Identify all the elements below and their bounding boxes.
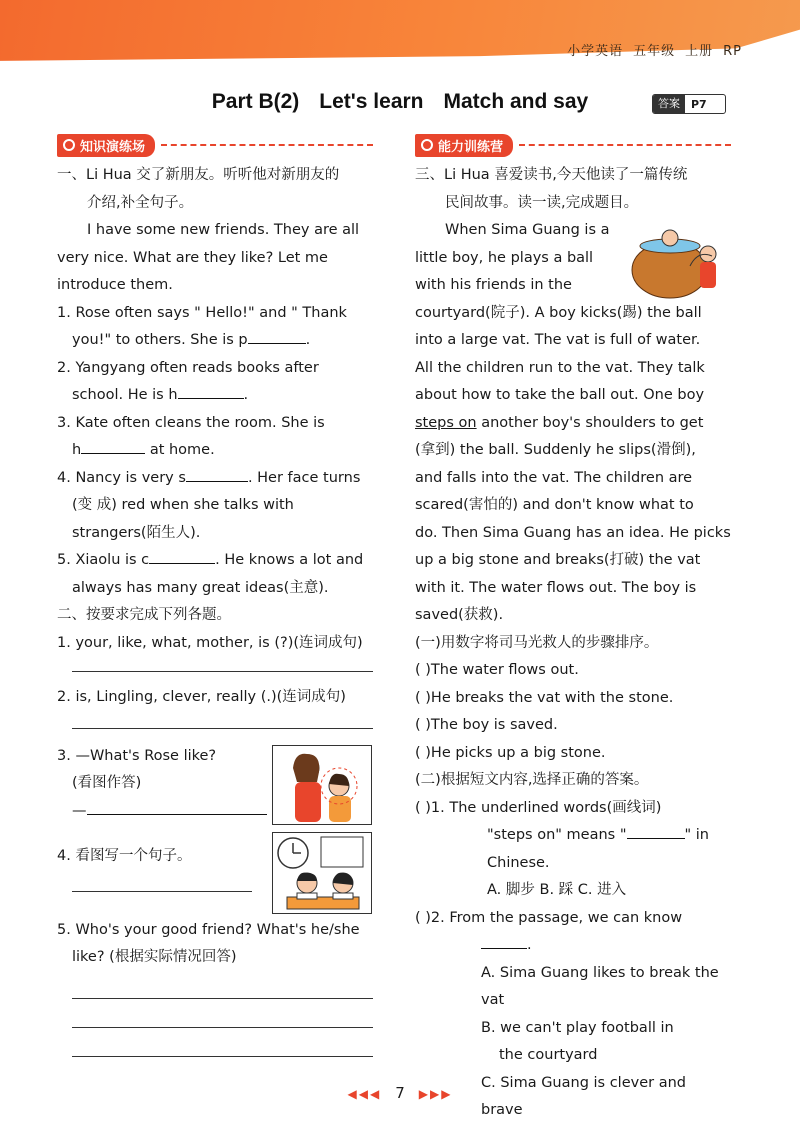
choice-option[interactable]: C. Sima Guang is clever and brave (481, 1074, 686, 1118)
title-part: Let's learn (319, 90, 424, 113)
answer-line[interactable] (72, 728, 373, 729)
passage-line: saved(获救). (415, 607, 504, 623)
answer-line[interactable] (72, 671, 373, 672)
divider (519, 144, 731, 146)
underlined-words: steps on (415, 414, 477, 431)
question-item: you!" to others. She is p . (57, 327, 373, 355)
section-ribbon (415, 134, 513, 157)
passage-line: (拿到) the ball. Suddenly he slips(滑倒), (415, 442, 696, 458)
section-ribbon (57, 134, 155, 157)
title-part: Match and say (443, 90, 589, 113)
header-band (0, 0, 800, 78)
question-heading: 民间故事。读一读,完成题目。 (445, 194, 639, 211)
choice-option[interactable]: the courtyard (499, 1047, 598, 1063)
passage-line: with his friends in the (415, 277, 572, 293)
edition-label: RP (723, 44, 742, 59)
question-item: like? (根据实际情况回答) (72, 949, 237, 965)
choice-question[interactable]: ( )2. From the passage, we can know (415, 909, 683, 926)
answer-label: 答案 (653, 95, 685, 113)
header-tag (557, 40, 742, 59)
choice-question: Chinese. (487, 854, 550, 871)
question-item: 2. Yangyang often reads books after (57, 359, 319, 376)
question-item: strangers(陌生人). (72, 524, 201, 541)
passage-line: up a big stone and breaks(打破) the vat (415, 552, 701, 568)
choice-question[interactable]: ( )1. The underlined words(画线词) (415, 799, 662, 816)
right-column (415, 162, 731, 1125)
page-footer (0, 1084, 800, 1102)
star-icon (421, 139, 433, 151)
title-part: Part B(2) (211, 90, 300, 113)
question-item: 5. Xiaolu is c . He knows a lot and (57, 547, 373, 575)
illustration-sima-guang (628, 220, 730, 300)
answer-badge (652, 94, 726, 114)
intro-text: very nice. What are they like? Let me (57, 249, 328, 266)
passage-line: do. Then Sima Guang has an idea. He picks (415, 524, 731, 541)
page-number: 7 (395, 1084, 405, 1102)
passage-line: and falls into the vat. The children are (415, 469, 693, 486)
left-column (57, 162, 373, 1060)
question-item: 1. Rose often says " Hello!" and " Thank (57, 304, 347, 321)
ordering-item[interactable]: ( )He breaks the vat with the stone. (415, 689, 674, 706)
question-item: (变 成) red when she talks with (72, 497, 294, 513)
volume-label: 上册 (685, 44, 714, 59)
question-heading: 三、Li Hua 喜爱读书,今天他读了一篇传统 (415, 167, 688, 183)
choice-option[interactable]: A. Sima Guang likes to break the vat (481, 964, 719, 1008)
question-heading: 一、Li Hua 交了新朋友。听听他对新朋友的 (57, 167, 340, 183)
choice-question: . (415, 932, 731, 960)
question-item: 3. Kate often cleans the room. She is (57, 414, 325, 431)
answer-blank[interactable] (87, 799, 267, 815)
answer-page: P7 (691, 97, 707, 111)
question-item: 1. your, like, what, mother, is (?)(连词成句) (57, 634, 363, 651)
divider (161, 144, 373, 146)
passage-line: steps on another boy's shoulders to get (415, 414, 704, 431)
answer-lines (57, 972, 373, 1060)
passage-line: scared(害怕的) and don't know what to (415, 497, 694, 513)
question-item: 4. Nancy is very s . Her face turns (57, 465, 373, 493)
subsection-heading: (二)根据短文内容,选择正确的答案。 (415, 772, 649, 788)
section-title: 能力训练营 (438, 139, 504, 155)
passage-line: All the children run to the vat. They talk (415, 359, 705, 376)
passage-line: about how to take the ball out. One boy (415, 387, 705, 403)
answer-line[interactable] (72, 1027, 373, 1028)
right-arrows-icon: ▶▶▶ (418, 1087, 453, 1101)
answer-blank[interactable] (149, 548, 215, 564)
answer-blank[interactable] (481, 933, 527, 949)
illustration-teacher (272, 745, 372, 825)
grade-label: 五年级 (633, 44, 676, 59)
answer-blank[interactable] (248, 328, 306, 344)
intro-text: I have some new friends. They are all (87, 222, 360, 238)
illustration-reading (272, 832, 372, 914)
answer-line-wrap (57, 657, 373, 684)
question-item: 3. —What's Rose like? (57, 747, 217, 764)
question-item: 4. 看图写一个句子。 (57, 848, 192, 864)
answer-blank[interactable] (178, 383, 244, 399)
answer-line[interactable] (72, 1056, 373, 1057)
answer-line-wrap (57, 712, 373, 743)
subsection-heading: (一)用数字将司马光救人的步骤排序。 (415, 634, 659, 651)
question-item: 2. is, Lingling, clever, really (.)(连词成句) (57, 689, 346, 705)
ordering-item[interactable]: ( )He picks up a big stone. (415, 744, 606, 761)
question-item: always has many great ideas(主意). (72, 579, 329, 596)
section-head-left (57, 134, 373, 156)
question-item: — (57, 798, 373, 826)
question-item: h at home. (57, 437, 373, 465)
ordering-item[interactable]: ( )The water flows out. (415, 662, 579, 678)
question-item: 5. Who's your good friend? What's he/she (57, 921, 360, 938)
ordering-item[interactable]: ( )The boy is saved. (415, 717, 558, 733)
choice-question: "steps on" means " " in (415, 822, 731, 850)
section-head-right (415, 134, 731, 156)
passage-line: with it. The water flows out. The boy is (415, 579, 697, 596)
star-icon (63, 139, 75, 151)
intro-text: introduce them. (57, 277, 173, 293)
section-title: 知识演练场 (80, 139, 146, 155)
passage-line: courtyard(院子). A boy kicks(踢) the ball (415, 304, 702, 321)
answer-blank[interactable] (186, 466, 248, 482)
answer-blank[interactable] (81, 438, 145, 454)
answer-blank[interactable] (627, 823, 685, 839)
choice-option[interactable]: B. we can't play football in (481, 1019, 674, 1036)
passage-line: little boy, he plays a ball (415, 249, 594, 266)
left-arrows-icon: ◀◀◀ (347, 1087, 382, 1101)
question-heading: 介绍,补全句子。 (87, 194, 194, 211)
question-heading: 二、按要求完成下列各题。 (57, 607, 231, 623)
subject-label: 小学英语 (567, 44, 624, 59)
question-item: (看图作答) (72, 775, 142, 791)
passage-line: into a large vat. The vat is full of water. (415, 332, 701, 348)
answer-line[interactable] (72, 998, 373, 999)
question-item: school. He is h . (57, 382, 373, 410)
passage-line: When Sima Guang is a (445, 222, 610, 238)
answer-line[interactable] (72, 891, 252, 892)
choice-options[interactable]: A. 脚步 B. 踩 C. 进入 (487, 882, 627, 898)
